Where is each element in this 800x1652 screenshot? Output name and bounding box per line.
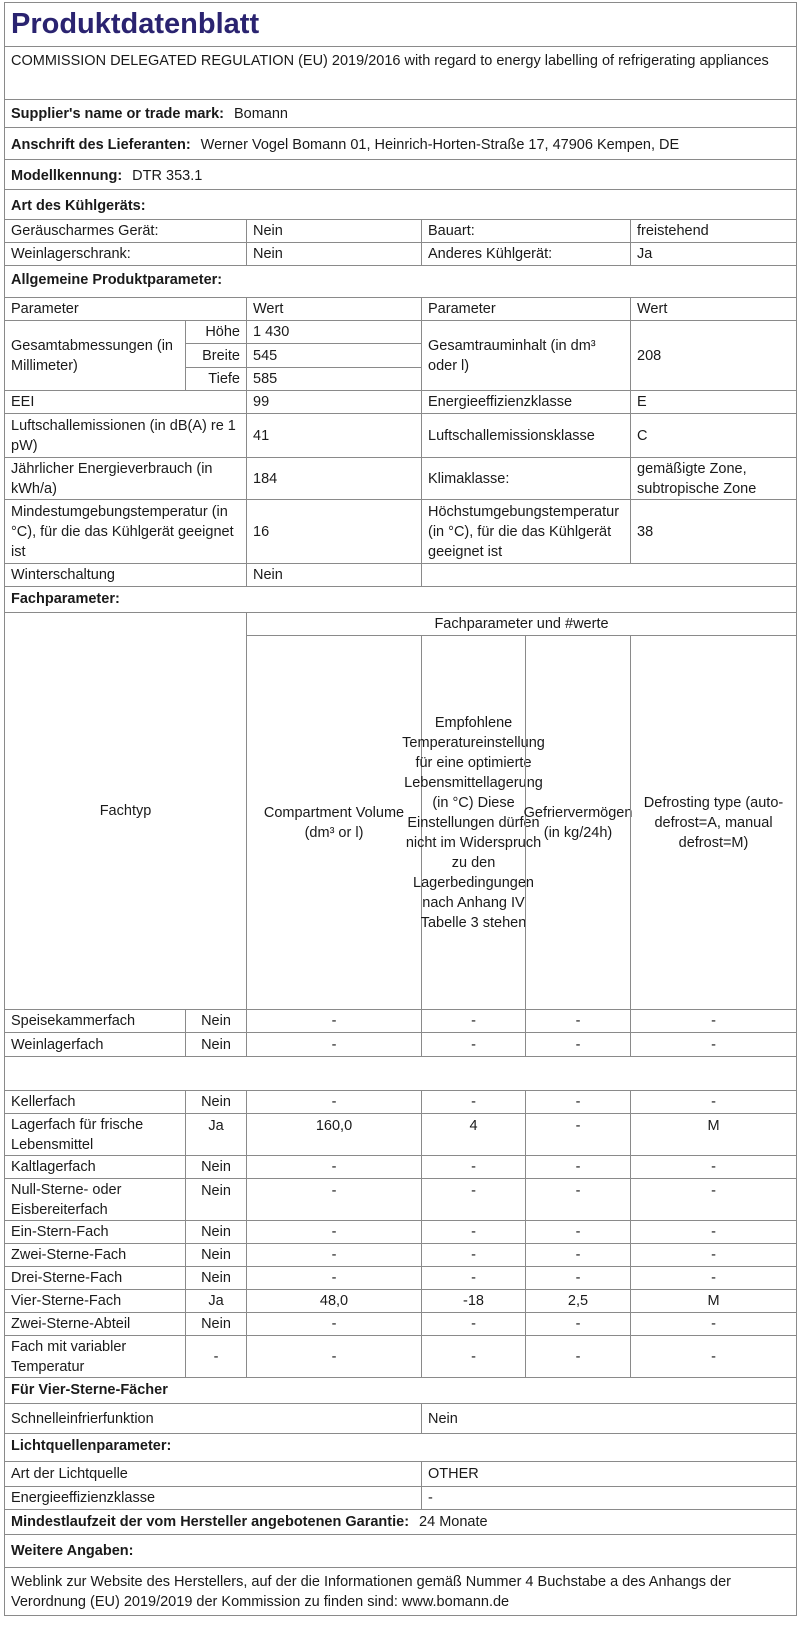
regulation-row [5,47,796,100]
fach-section-row [5,587,796,613]
quick-freeze-row [5,1404,796,1434]
fach-name: Speisekammerfach [11,1013,136,1029]
type-label-1: Geräuscharmes Gerät: [11,223,159,239]
fach-name: Kaltlagerfach [11,1159,96,1175]
fach-volume: - [246,1156,421,1178]
fach-volume: - [246,1033,421,1056]
fach-name: Ein-Stern-Fach [11,1224,109,1240]
fach-defrost: - [630,1221,796,1243]
header-parameter-1: Parameter [11,301,79,317]
fach-present: Ja [185,1114,246,1155]
model-label: Modellkennung: [11,168,123,184]
warranty-row [5,1510,796,1535]
table-row [5,1091,796,1114]
dimensions-label: Gesamtabmessungen (in Millimeter) [11,337,173,374]
more-section-row [5,1535,796,1568]
fach-temp: - [421,1033,525,1056]
header-wert-1: Wert [246,298,421,320]
fach-freeze: - [525,1267,630,1289]
four-star-section-row [5,1378,796,1404]
fach-present: Nein [185,1010,246,1032]
sheet-frame [4,2,797,1616]
quick-freeze-value: Nein [421,1404,796,1433]
weblink-row [5,1568,796,1615]
fach-temp: - [421,1336,525,1377]
fach-temp: - [421,1221,525,1243]
light-row [5,1487,796,1510]
param-label: EEI [11,394,35,410]
table-row [5,1221,796,1244]
fach-defrost: - [630,1091,796,1113]
fach-name: Vier-Sterne-Fach [11,1293,122,1309]
supplier-row [5,100,796,128]
table-row [5,1156,796,1179]
fach-present: Nein [185,1244,246,1266]
type-label-1: Weinlagerschrank: [11,246,131,262]
type-label-2: Bauart: [421,220,630,242]
height-label: Höhe [185,321,246,344]
general-row [5,414,796,458]
type-section-heading: Art des Kühlgeräts: [11,198,146,214]
param-label-empty [421,564,796,586]
type-value-1: Nein [246,220,421,242]
quick-freeze-label: Schnelleinfrierfunktion [11,1410,154,1427]
fach-volume: - [246,1221,421,1243]
fach-present: Nein [185,1033,246,1056]
type-section-row [5,190,796,220]
more-section-heading: Weitere Angaben: [11,1543,134,1559]
fach-name: Lagerfach für frische Lebensmittel [11,1116,144,1153]
fach-defrost: - [630,1156,796,1178]
param-label: Winterschaltung [11,567,115,583]
fach-defrost: - [630,1033,796,1056]
fach-present: - [185,1336,246,1377]
param-value: 16 [246,500,421,563]
fach-temp: - [421,1091,525,1113]
weblink-text: Weblink zur Website des Herstellers, auf der die Informationen gemäß Nummer 4 Buchstabe a des Anhangs der Verordnung (EU) 2019/2019 der Kommission zu finden sind: www.bomann.de [11,1574,731,1610]
general-section-row [5,266,796,298]
param-value: 99 [246,391,421,413]
fach-temp: -18 [421,1290,525,1312]
supplier-label: Supplier's name or trade mark: [11,106,224,122]
model-value: DTR 353.1 [132,168,203,184]
table-row [5,1244,796,1267]
fach-volume: - [246,1313,421,1335]
depth-label: Tiefe [185,368,246,390]
param-label: Luftschallemissionsklasse [421,414,630,457]
type-value-2: Ja [630,243,796,265]
volume-label: Gesamtrauminhalt (in dm³ oder l) [421,321,630,390]
fach-volume: 160,0 [246,1114,421,1155]
fach-present: Nein [185,1267,246,1289]
fach-temp: - [421,1010,525,1032]
table-row [5,1010,796,1033]
fach-section-heading: Fachparameter: [11,591,120,607]
fach-volume: - [246,1336,421,1377]
fach-freeze: - [525,1033,630,1056]
depth-value: 585 [246,368,421,390]
fach-volume: - [246,1244,421,1266]
table-row [5,1114,796,1156]
fach-temp: - [421,1313,525,1335]
dimensions-row [5,321,796,391]
fach-present: Ja [185,1290,246,1312]
param-label: Mindestumgebungstemperatur (in °C), für die das Kühlgerät geeignet ist [11,503,234,560]
fach-freeze: - [525,1221,630,1243]
table-row [5,1336,796,1378]
width-label: Breite [185,344,246,368]
fach-freeze: - [525,1114,630,1155]
fach-temp: - [421,1156,525,1178]
param-label: Jährlicher Energieverbrauch (in kWh/a) [11,460,213,497]
light-section-heading: Lichtquellenparameter: [11,1438,172,1454]
height-value: 1 430 [246,321,421,344]
defrost-header: Defrosting type (auto-defrost=A, manual defrost=M) [630,636,796,1009]
fach-name: Kellerfach [11,1094,76,1110]
general-row [5,458,796,500]
fach-volume: - [246,1179,421,1220]
fach-freeze: - [525,1179,630,1220]
fach-freeze: - [525,1156,630,1178]
param-label: Luftschallemissionen (in dB(A) re 1 pW) [11,417,236,454]
light-value: OTHER [421,1462,796,1486]
temp-header: Empfohlene Temperatureinstellung für eine optimierte Lebensmittellagerung (in °C) Diese Einstellungen dürfen nicht im Widerspruch zu den Lagerbedingungen nach Anhang IV Tabelle 3 stehen [421,636,525,1009]
fach-present: Nein [185,1221,246,1243]
fach-temp: 4 [421,1114,525,1155]
fach-volume: 48,0 [246,1290,421,1312]
fach-freeze: - [525,1336,630,1377]
fach-name: Null-Sterne- oder Eisbereiterfach [11,1181,122,1218]
fach-name: Zwei-Sterne-Abteil [11,1316,131,1332]
fachtyp-header: Fachtyp [99,803,152,819]
type-row [5,243,796,266]
fach-group-header: Fachparameter und #werte [246,613,796,636]
light-row [5,1462,796,1487]
table-row [5,1179,796,1221]
table-row [5,1033,796,1057]
fach-temp: - [421,1267,525,1289]
light-label: Art der Lichtquelle [11,1466,128,1482]
fach-present: Nein [185,1156,246,1178]
fach-name: Weinlagerfach [11,1036,104,1053]
fach-rows-a [5,1010,796,1057]
header-wert-2: Wert [630,298,796,320]
fach-defrost: - [630,1179,796,1220]
fach-volume: - [246,1010,421,1032]
type-label-2: Anderes Kühlgerät: [421,243,630,265]
fach-defrost: - [630,1010,796,1032]
param-label: Höchstumgebungstemperatur (in °C), für die das Kühlgerät geeignet ist [421,500,630,563]
fach-freeze: - [525,1313,630,1335]
model-row [5,160,796,190]
warranty-value: 24 Monate [419,1514,488,1530]
fach-present: Nein [185,1313,246,1335]
fach-volume: - [246,1091,421,1113]
param-label: Energieeffizienzklasse [421,391,630,413]
address-row [5,128,796,160]
fach-present: Nein [185,1091,246,1113]
fach-defrost: M [630,1114,796,1155]
light-section-row [5,1434,796,1462]
param-value: E [630,391,796,413]
title-row [5,3,796,47]
fach-rows-b [5,1091,796,1378]
type-value-1: Nein [246,243,421,265]
fach-defrost: - [630,1244,796,1266]
fach-name: Zwei-Sterne-Fach [11,1247,127,1263]
address-value: Werner Vogel Bomann 01, Heinrich-Horten-Straße 17, 47906 Kempen, DE [200,137,680,153]
fach-freeze: - [525,1244,630,1266]
param-value: 38 [630,500,796,563]
light-value: - [421,1487,796,1509]
table-gap [5,1057,796,1091]
param-label: Klimaklasse: [421,458,630,499]
general-row [5,391,796,414]
light-label: Energieeffizienzklasse [11,1490,156,1506]
freeze-header: Gefriervermögen (in kg/24h) [525,636,630,1009]
regulation-text: COMMISSION DELEGATED REGULATION (EU) 2019/2016 with regard to energy labelling of refrigerating appliances [11,53,769,69]
table-row [5,1290,796,1313]
width-value: 545 [246,344,421,368]
general-row [5,564,796,587]
type-value-2: freistehend [630,220,796,242]
param-value: C [630,414,796,457]
fach-freeze: - [525,1091,630,1113]
address-label: Anschrift des Lieferanten: [11,137,191,153]
table-row [5,1313,796,1336]
fach-defrost: - [630,1336,796,1377]
page-title: Produktdatenblatt [11,8,260,40]
warranty-label: Mindestlaufzeit der vom Hersteller angebotenen Garantie: [11,1514,410,1530]
four-star-heading: Für Vier-Sterne-Fächer [11,1382,168,1398]
fach-name: Fach mit variabler Temperatur [11,1338,127,1375]
general-row [5,500,796,564]
fach-freeze: 2,5 [525,1290,630,1312]
header-parameter-2: Parameter [421,298,630,320]
fach-temp: - [421,1179,525,1220]
fach-present: Nein [185,1179,246,1220]
fach-header-row [5,613,796,1010]
general-section-heading: Allgemeine Produktparameter: [11,272,223,288]
type-row [5,220,796,243]
supplier-value: Bomann [233,106,288,122]
fach-defrost: - [630,1313,796,1335]
param-value: 184 [246,458,421,499]
fach-volume: - [246,1267,421,1289]
fach-defrost: M [630,1290,796,1312]
volume-header: Compartment Volume (dm³ or l) [246,636,421,1009]
volume-value: 208 [630,321,796,390]
fach-freeze: - [525,1010,630,1032]
table-row [5,1267,796,1290]
fach-name: Drei-Sterne-Fach [11,1270,123,1286]
param-value: 41 [246,414,421,457]
fach-temp: - [421,1244,525,1266]
param-value: Nein [246,564,421,586]
general-header-row [5,298,796,321]
param-value: gemäßigte Zone, subtropische Zone [630,458,796,499]
fach-defrost: - [630,1267,796,1289]
